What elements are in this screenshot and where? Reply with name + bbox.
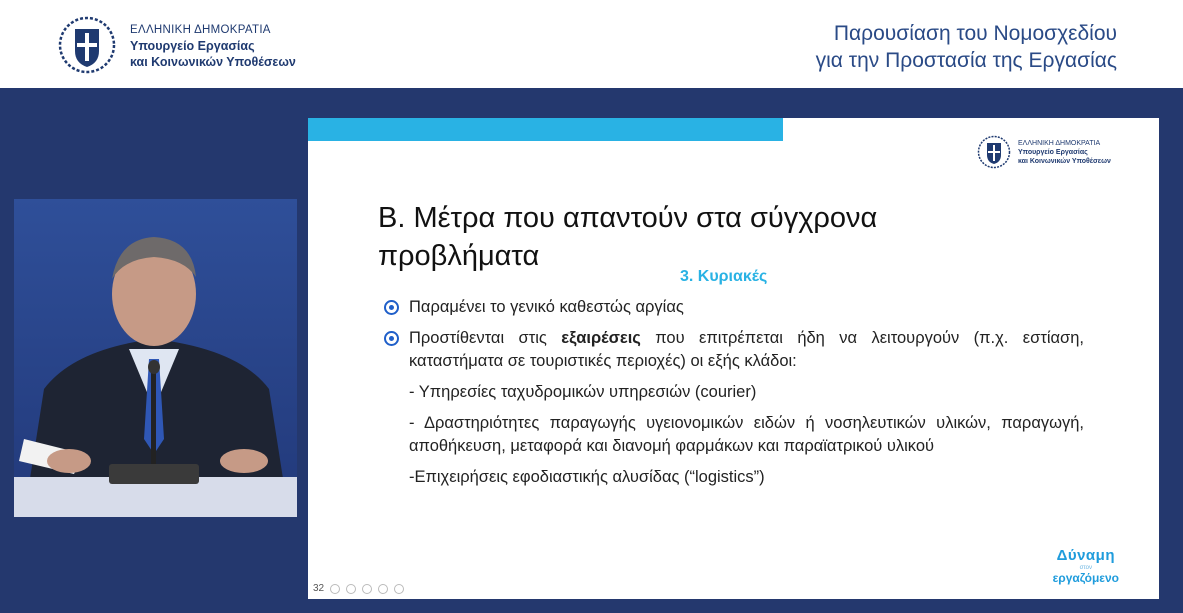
speaker-video	[14, 199, 297, 517]
slide-greek-emblem-icon	[977, 135, 1011, 169]
campaign-logo-line2: στον	[1079, 565, 1092, 571]
slide-heading: Β. Μέτρα που απαντούν στα σύγχρονα προβλήματα	[378, 202, 878, 272]
slide-page-number: 32	[313, 583, 325, 594]
sub-item: - Υπηρεσίες ταχυδρομικών υπηρεσιών (courier)	[409, 383, 757, 401]
header-ministry-line2: Υπουργείο Εργασίας	[130, 39, 255, 53]
bullet-item	[384, 327, 1084, 373]
presentation-slide	[308, 118, 1159, 599]
slide-ministry-line3: και Κοινωνικών Υποθέσεων	[1018, 158, 1111, 165]
sub-item: - Δραστηριότητες παραγωγής υγειονομικών ειδών ή νοσηλευτικών υλικών, παραγωγή, αποθήκευση, μεταφορά και διανομή φαρμάκων και παραϊατρικού υλικού	[409, 414, 1084, 455]
slide-prev-control[interactable]	[330, 584, 340, 594]
slide-menu-control[interactable]	[362, 584, 372, 594]
slide-ministry-line1: ΕΛΛΗΝΙΚΗ ΔΗΜΟΚΡΑΤΙΑ	[1018, 140, 1101, 147]
bullet-list	[384, 296, 1084, 497]
section-title: 3. Κυριακές	[680, 268, 768, 285]
greek-emblem-icon	[58, 15, 116, 75]
bullet-text-pre: Προστίθενται στις	[409, 329, 562, 347]
bullet-text: Παραμένει το γενικό καθεστώς αργίας	[409, 298, 684, 316]
slide-ministry	[1018, 139, 1111, 166]
slide-next-control[interactable]	[394, 584, 404, 594]
slide-accent-bar	[308, 118, 783, 141]
slide-zoom-control[interactable]	[378, 584, 388, 594]
slide-ministry-line2: Υπουργείο Εργασίας	[1018, 149, 1088, 156]
campaign-logo	[1053, 547, 1119, 585]
header-ministry	[130, 22, 296, 70]
presentation-title-line1: Παρουσίαση του Νομοσχεδίου	[833, 22, 1117, 45]
bullet-circle-icon	[384, 300, 399, 315]
bullet-text-bold: εξαιρέσεις	[561, 329, 641, 347]
presentation-title-line2: για την Προστασία της Εργασίας	[815, 49, 1117, 72]
header-bar	[0, 0, 1183, 88]
speaker-video-frame	[14, 199, 297, 517]
campaign-logo-line3: εργαζόμενο	[1052, 571, 1119, 585]
presentation-title	[816, 20, 1117, 74]
sub-item: -Επιχειρήσεις εφοδιαστικής αλυσίδας (“logistics”)	[409, 468, 765, 486]
header-ministry-line3: και Κοινωνικών Υποθέσεων	[130, 55, 296, 69]
campaign-logo-line1: Δύναμη	[1056, 547, 1115, 564]
slide-pen-control[interactable]	[346, 584, 356, 594]
bullet-circle-icon	[384, 331, 399, 346]
bullet-text-post: που επιτρέπεται ήδη να λειτουργούν (π.χ. εστίαση, καταστήματα σε τουριστικές περιοχές) οι εξής κλάδοι:	[409, 329, 1084, 370]
header-ministry-line1: ΕΛΛΗΝΙΚΗ ΔΗΜΟΚΡΑΤΙΑ	[130, 24, 271, 36]
bullet-item	[384, 296, 1084, 319]
